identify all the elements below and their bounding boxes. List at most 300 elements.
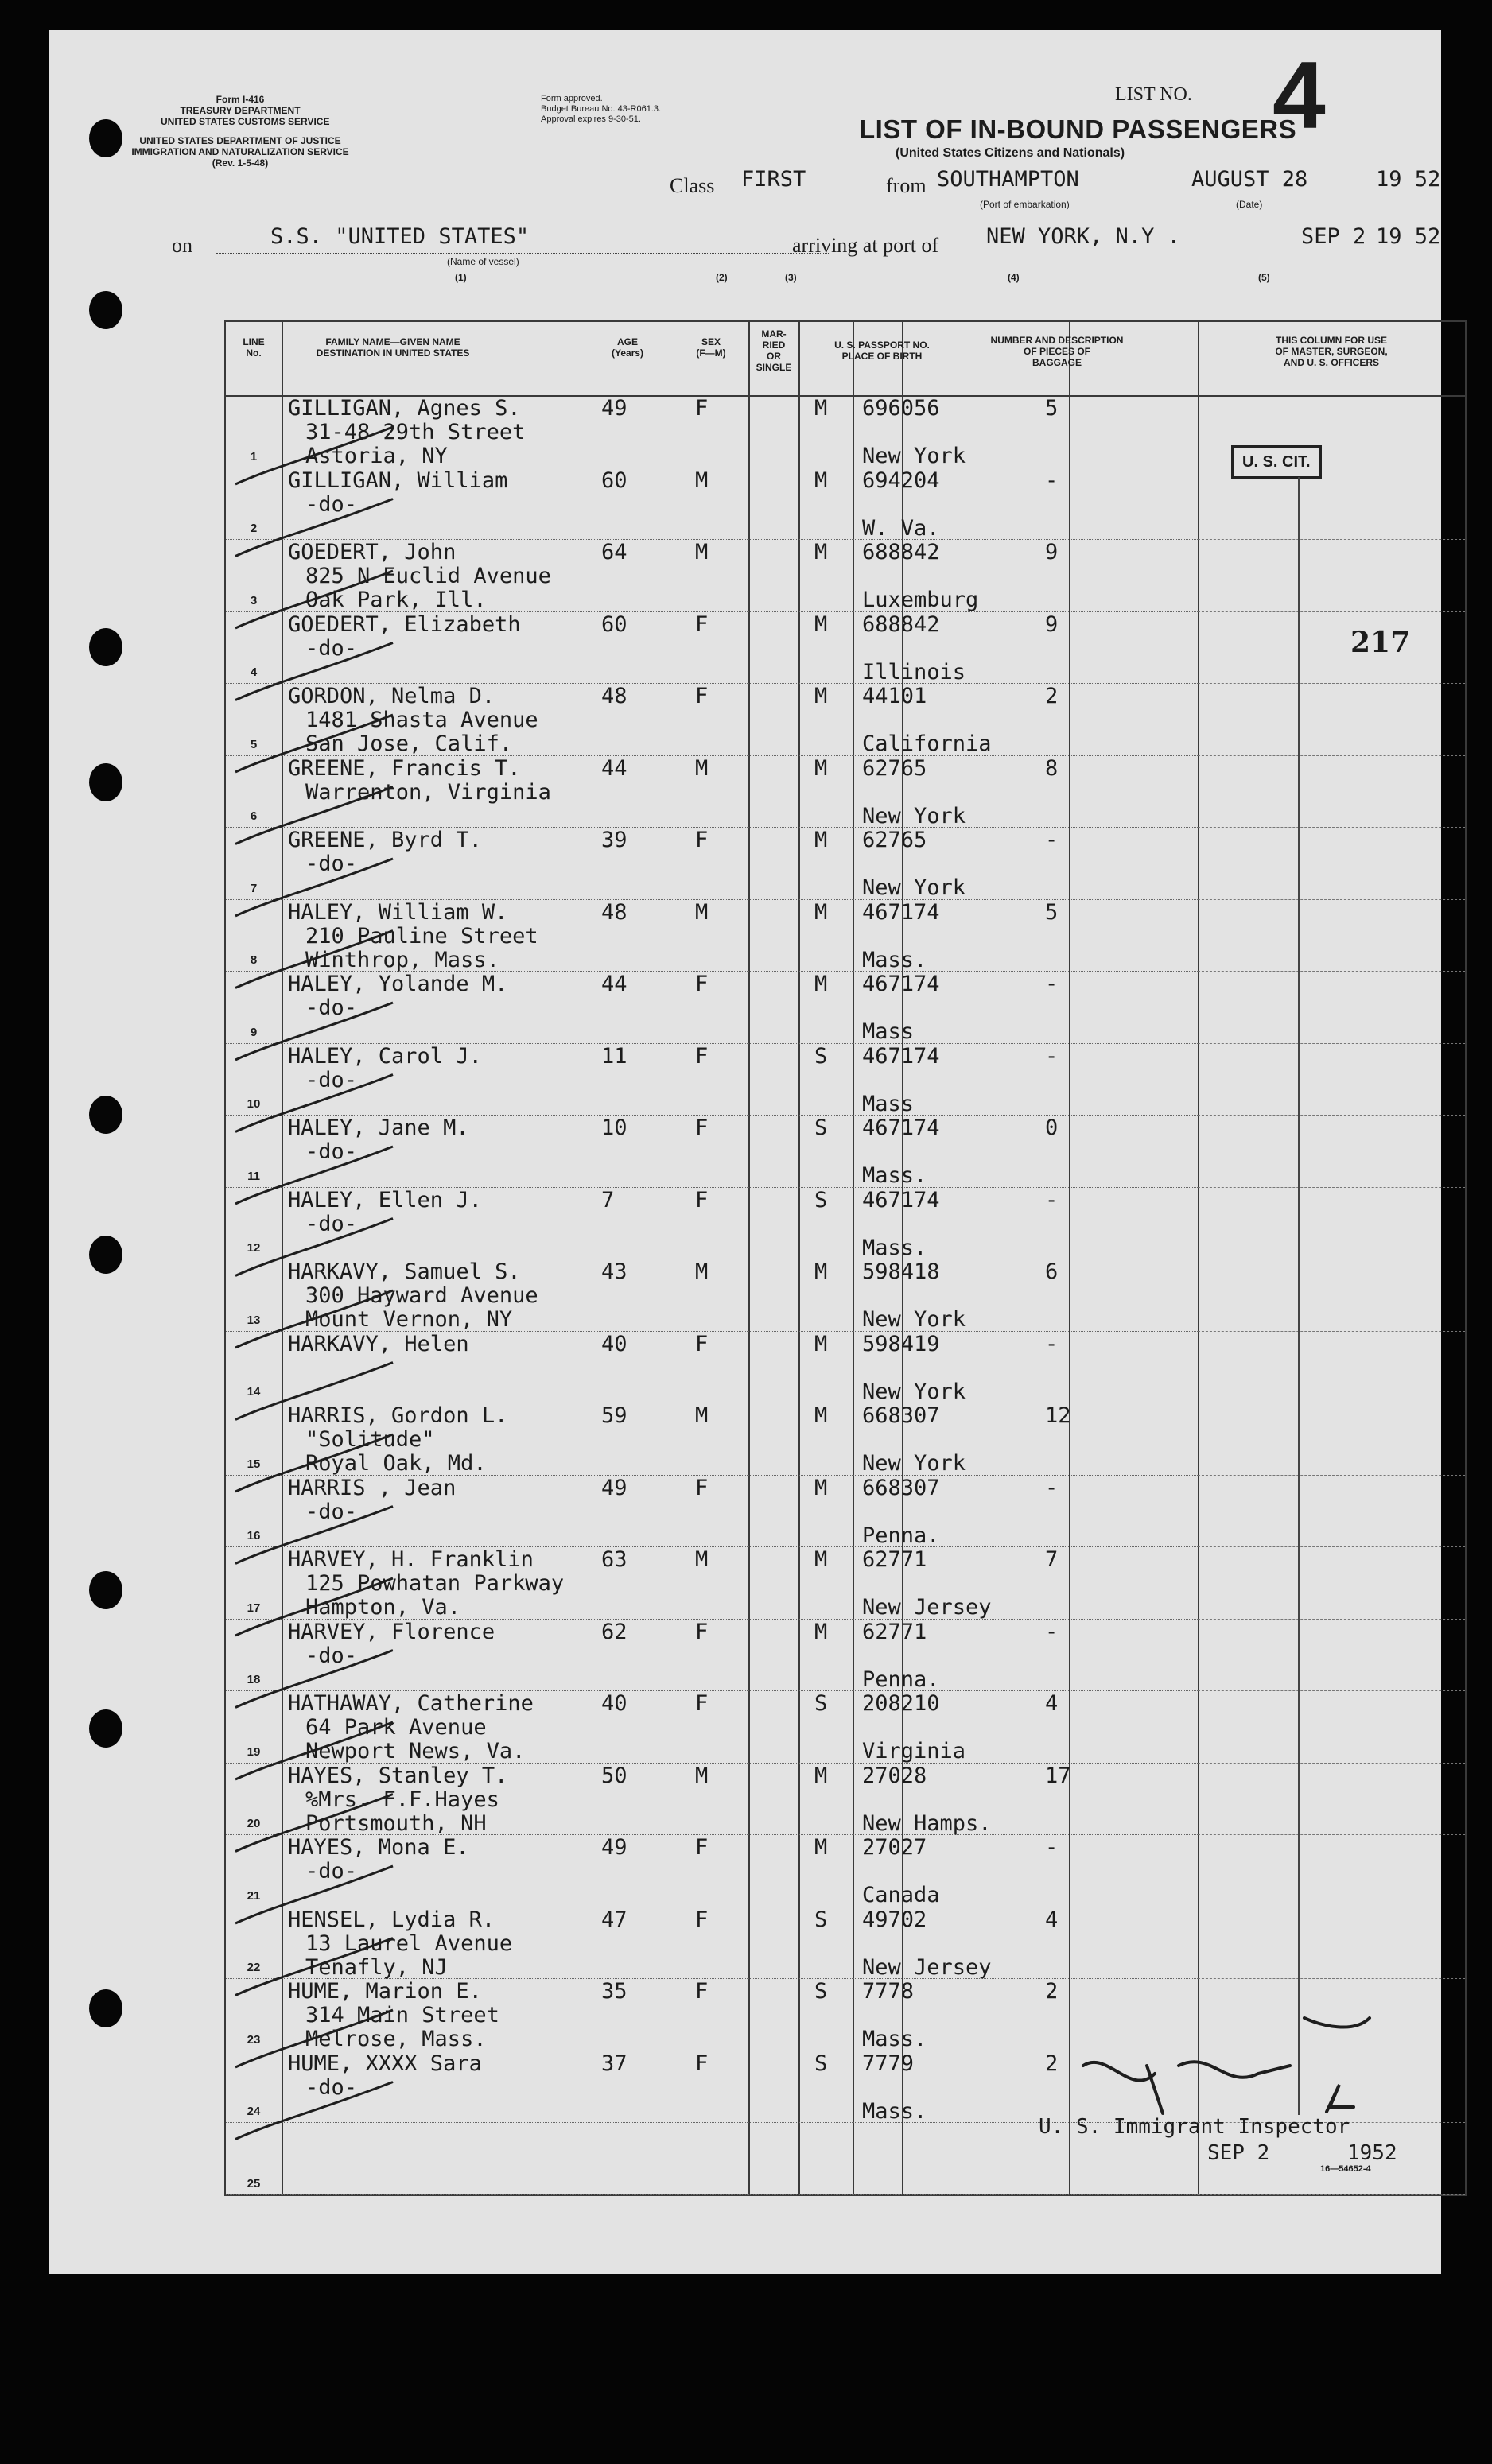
birthplace: New Jersey <box>862 1954 992 1980</box>
passenger-name: HENSEL, Lydia R. <box>288 1907 495 1932</box>
birthplace: California <box>862 731 992 756</box>
passenger-age: 59 <box>601 1403 627 1428</box>
passenger-age: 10 <box>601 1116 627 1140</box>
col-head-line: LINE No. <box>243 336 265 359</box>
line-number: 18 <box>247 1673 261 1686</box>
arrival-year: 19 52 <box>1376 224 1441 249</box>
passenger-address: %Mrs. F.F.Hayes <box>305 1787 499 1812</box>
baggage-count: 4 <box>1045 1907 1059 1932</box>
birthplace: Mass. <box>862 1163 927 1188</box>
baggage-count: - <box>1045 1331 1059 1356</box>
officer-col-divider <box>1198 1043 1465 1044</box>
col-head-baggage: NUMBER AND DESCRIPTION OF PIECES OF BAGGAGE <box>990 335 1124 368</box>
passenger-marital: M <box>814 611 828 637</box>
passenger-age: 50 <box>601 1763 627 1788</box>
line-number: 13 <box>247 1313 261 1327</box>
birthplace: New York <box>862 803 966 828</box>
passport-number: 668307 <box>862 1475 940 1500</box>
passenger-address: -do- <box>305 852 358 876</box>
passenger-name: GREENE, Byrd T. <box>288 828 482 852</box>
punch-hole <box>89 1571 122 1609</box>
passenger-sex: F <box>695 1835 709 1860</box>
birthplace: Luxemburg <box>862 588 979 612</box>
passenger-sex: M <box>695 540 709 565</box>
passenger-age: 7 <box>601 1187 615 1213</box>
list-no-value: 4 <box>1272 42 1326 149</box>
line-number: 19 <box>247 1744 261 1759</box>
passenger-name: GREENE, Francis T. <box>288 755 521 781</box>
passenger-marital: S <box>814 1691 828 1716</box>
baggage-count: 2 <box>1045 2051 1059 2076</box>
passenger-marital: M <box>814 899 828 925</box>
passenger-sex: F <box>695 1043 709 1069</box>
treasury-dept: TREASURY DEPARTMENT <box>180 105 301 116</box>
passenger-address: Mount Vernon, NY <box>305 1307 513 1332</box>
ins-service: IMMIGRATION AND NATURALIZATION SERVICE <box>131 146 349 157</box>
vessel-name: S.S. "UNITED STATES" <box>270 224 530 249</box>
passenger-marital: M <box>814 1475 828 1500</box>
col-number-1: (1) <box>455 272 467 283</box>
passenger-age: 49 <box>601 1475 627 1500</box>
port-caption: (Port of embarkation) <box>980 199 1070 210</box>
passenger-address: San Jose, Calif. <box>305 731 513 756</box>
passenger-address: Winthrop, Mass. <box>305 947 499 972</box>
passenger-name: HARVEY, H. Franklin <box>288 1547 534 1572</box>
officer-col-divider <box>1198 1115 1465 1116</box>
line-number: 3 <box>250 593 258 607</box>
inspector-year: 1952 <box>1347 2141 1397 2165</box>
passenger-age: 63 <box>601 1547 627 1572</box>
passenger-age: 60 <box>601 468 627 493</box>
birthplace: New York <box>862 1379 966 1404</box>
birthplace: W. Va. <box>862 515 940 541</box>
baggage-count: 17 <box>1045 1763 1071 1788</box>
col-head-sex: SEX (F—M) <box>696 336 726 359</box>
passport-number: 62765 <box>862 828 927 852</box>
justice-dept: UNITED STATES DEPARTMENT OF JUSTICE <box>139 135 341 146</box>
passport-number: 7778 <box>862 1979 915 2004</box>
passenger-age: 49 <box>601 396 627 421</box>
passenger-sex: M <box>695 899 709 925</box>
officer-col-divider <box>1198 827 1465 828</box>
passenger-age: 40 <box>601 1691 627 1716</box>
passenger-marital: M <box>814 972 828 996</box>
passenger-marital: S <box>814 2051 828 2076</box>
passenger-address: 64 Park Avenue <box>305 1715 487 1740</box>
baggage-count: 9 <box>1045 611 1059 637</box>
passenger-sex: F <box>695 684 709 708</box>
passenger-age: 35 <box>601 1979 627 2004</box>
passenger-age: 43 <box>601 1259 627 1284</box>
passport-number: 27028 <box>862 1763 927 1788</box>
line-number: 1 <box>250 449 258 464</box>
passenger-table <box>224 320 1467 2196</box>
birthplace: Penna. <box>862 1667 940 1692</box>
line-number: 14 <box>247 1385 261 1399</box>
row-divider <box>226 2194 1198 2195</box>
baggage-count: - <box>1045 1835 1059 1860</box>
customs-service: UNITED STATES CUSTOMS SERVICE <box>161 116 330 127</box>
passenger-marital: S <box>814 1187 828 1213</box>
passenger-name: HARKAVY, Samuel S. <box>288 1259 521 1284</box>
passenger-marital: M <box>814 828 828 852</box>
birthplace: Mass. <box>862 947 927 972</box>
col-number-5: (5) <box>1258 272 1270 283</box>
punch-hole <box>89 1989 122 2027</box>
passenger-sex: F <box>695 1691 709 1716</box>
col-number-2: (2) <box>716 272 728 283</box>
officer-col-divider <box>1198 1978 1465 1979</box>
birthplace: Mass <box>862 1019 915 1044</box>
line-number: 20 <box>247 1817 261 1830</box>
birthplace: New York <box>862 1307 966 1332</box>
class-value: FIRST <box>741 167 916 192</box>
form-number: Form I-416 <box>216 94 265 105</box>
passenger-name: HALEY, Carol J. <box>288 1043 482 1069</box>
passenger-address: -do- <box>305 1643 358 1668</box>
passenger-sex: M <box>695 468 709 493</box>
class-label: Class <box>670 174 715 197</box>
passenger-address: -do- <box>305 2074 358 2100</box>
birthplace: Virginia <box>862 1739 966 1764</box>
passenger-age: 40 <box>601 1331 627 1356</box>
passenger-marital: S <box>814 1043 828 1069</box>
passenger-marital: M <box>814 396 828 421</box>
line-number: 10 <box>247 1097 261 1111</box>
baggage-count: - <box>1045 468 1059 493</box>
departure-year: 19 52 <box>1376 167 1441 192</box>
birthplace: Mass <box>862 1091 915 1116</box>
passenger-address: Hampton, Va. <box>305 1595 461 1620</box>
vessel-underline <box>216 253 829 254</box>
passenger-address: 314 Main Street <box>305 2003 499 2027</box>
footer-code: 16—54652-4 <box>1320 2164 1371 2174</box>
passenger-address: Royal Oak, Md. <box>305 1451 487 1476</box>
passenger-age: 62 <box>601 1619 627 1644</box>
passenger-sex: F <box>695 1116 709 1140</box>
passenger-address: 13 Laurel Avenue <box>305 1930 513 1956</box>
passenger-age: 60 <box>601 611 627 637</box>
passport-number: 467174 <box>862 1116 940 1140</box>
col-head-name: FAMILY NAME—GIVEN NAME DESTINATION IN UNITED STATES <box>316 336 470 359</box>
baggage-count: - <box>1045 828 1059 852</box>
passenger-sex: F <box>695 396 709 421</box>
passenger-name: GILLIGAN, William <box>288 468 508 493</box>
passenger-marital: M <box>814 1763 828 1788</box>
officer-col-divider <box>1198 539 1465 540</box>
passport-number: 44101 <box>862 684 927 708</box>
officer-col-divider <box>1198 1475 1465 1476</box>
passenger-age: 64 <box>601 540 627 565</box>
manifest-sheet <box>49 30 1441 2274</box>
passenger-sex: F <box>695 1475 709 1500</box>
baggage-count: 12 <box>1045 1403 1071 1428</box>
stamp-line <box>1298 477 1300 2115</box>
passport-number: 467174 <box>862 972 940 996</box>
col-number-4: (4) <box>1008 272 1020 283</box>
punch-hole <box>89 763 122 801</box>
line-number: 9 <box>250 1025 258 1039</box>
passport-number: 62771 <box>862 1547 927 1572</box>
line-number: 25 <box>247 2176 261 2190</box>
line-number: 17 <box>247 1601 261 1615</box>
approval-line-2: Budget Bureau No. 43-R061.3. <box>541 104 662 114</box>
line-number: 6 <box>250 809 258 823</box>
passenger-address: 210 Pauline Street <box>305 923 538 949</box>
passenger-sex: M <box>695 1763 709 1788</box>
col-head-passport: U. S. PASSPORT NO. PLACE OF BIRTH <box>834 340 930 362</box>
passenger-name: GORDON, Nelma D. <box>288 684 495 708</box>
passenger-sex: F <box>695 972 709 996</box>
approval-line-3: Approval expires 9-30-51. <box>541 114 641 124</box>
birthplace: Canada <box>862 1883 940 1907</box>
passenger-address: -do- <box>305 491 358 517</box>
passenger-address: Portsmouth, NH <box>305 1810 487 1836</box>
birthplace: New York <box>862 1451 966 1476</box>
inspector-date: SEP 2 <box>1207 2141 1270 2165</box>
passenger-age: 44 <box>601 755 627 781</box>
passenger-sex: F <box>695 1187 709 1213</box>
passport-number: 467174 <box>862 1187 940 1213</box>
birthplace: Illinois <box>862 659 966 685</box>
passenger-address: Melrose, Mass. <box>305 2027 487 2051</box>
approval-block <box>541 94 661 125</box>
passenger-name: HALEY, Ellen J. <box>288 1187 482 1213</box>
passenger-address: "Solitude" <box>305 1427 435 1452</box>
officer-col-divider <box>1198 1331 1465 1332</box>
passenger-address: -do- <box>305 1139 358 1164</box>
birthplace: New York <box>862 444 966 468</box>
passenger-address: 1481 Shasta Avenue <box>305 708 538 732</box>
col-number-3: (3) <box>785 272 797 283</box>
passport-number: 598419 <box>862 1331 940 1356</box>
passport-number: 467174 <box>862 1043 940 1069</box>
officer-col-divider <box>1198 1187 1465 1188</box>
baggage-count: 2 <box>1045 1979 1059 2004</box>
baggage-count: - <box>1045 1187 1059 1213</box>
passport-number: 696056 <box>862 396 940 421</box>
line-number: 7 <box>250 881 258 895</box>
officer-col-divider <box>1198 611 1465 612</box>
passenger-marital: M <box>814 540 828 565</box>
arrival-date: SEP 2 <box>1301 224 1366 249</box>
passenger-address: -do- <box>305 1211 358 1236</box>
passenger-marital: S <box>814 1979 828 2004</box>
birthplace: New Hamps. <box>862 1810 992 1836</box>
list-no-label: LIST NO. <box>1115 84 1192 105</box>
revision-date: (Rev. 1-5-48) <box>212 157 269 169</box>
baggage-count: 5 <box>1045 899 1059 925</box>
passenger-name: HUME, Marion E. <box>288 1979 482 2004</box>
list-title: LIST OF IN-BOUND PASSENGERS <box>859 114 1297 144</box>
passenger-sex: F <box>695 2051 709 2076</box>
passenger-name: HARRIS, Gordon L. <box>288 1403 508 1428</box>
passenger-name: HAYES, Stanley T. <box>288 1763 508 1788</box>
baggage-count: - <box>1045 972 1059 996</box>
passenger-name: HUME, XXXX Sara <box>288 2051 482 2076</box>
baggage-count: - <box>1045 1475 1059 1500</box>
passenger-marital: M <box>814 1547 828 1572</box>
inspector-title: U. S. Immigrant Inspector <box>1039 2115 1350 2139</box>
passenger-name: GOEDERT, John <box>288 540 457 565</box>
passenger-age: 44 <box>601 972 627 996</box>
passport-number: 688842 <box>862 540 940 565</box>
officer-col-divider <box>1198 1690 1465 1691</box>
passenger-marital: M <box>814 684 828 708</box>
baggage-count: 2 <box>1045 684 1059 708</box>
passenger-address: 300 Hayward Avenue <box>305 1283 538 1308</box>
line-number: 23 <box>247 2032 261 2047</box>
passenger-address: Tenafly, NJ <box>305 1954 448 1980</box>
officer-col-divider <box>1198 1619 1465 1620</box>
annotation-number: 217 <box>1350 626 1411 659</box>
punch-hole <box>89 628 122 666</box>
passenger-address: Newport News, Va. <box>305 1739 526 1764</box>
passenger-address: -do- <box>305 1859 358 1884</box>
baggage-count: 7 <box>1045 1547 1059 1572</box>
col-head-married: MAR- RIED OR SINGLE <box>756 328 792 373</box>
officer-col-divider <box>1198 1546 1465 1547</box>
col-head-age: AGE (Years) <box>611 336 644 359</box>
passenger-marital: S <box>814 1907 828 1932</box>
passenger-address: -do- <box>305 995 358 1020</box>
line-number: 11 <box>247 1169 260 1183</box>
passenger-age: 49 <box>601 1835 627 1860</box>
passenger-sex: M <box>695 755 709 781</box>
passenger-marital: M <box>814 1619 828 1644</box>
from-value: SOUTHAMPTON <box>937 167 1168 192</box>
line-number: 12 <box>247 1241 261 1255</box>
baggage-count: 4 <box>1045 1691 1059 1716</box>
line-number: 16 <box>247 1529 261 1542</box>
punch-hole <box>89 1709 122 1748</box>
passport-number: 62771 <box>862 1619 927 1644</box>
line-number: 21 <box>247 1888 261 1903</box>
passenger-name: HARKAVY, Helen <box>288 1331 469 1356</box>
birthplace: Mass. <box>862 1235 927 1260</box>
line-number: 4 <box>250 665 258 679</box>
passenger-address: -do- <box>305 1067 358 1092</box>
passenger-sex: F <box>695 1619 709 1644</box>
passenger-age: 48 <box>601 684 627 708</box>
birthplace: Mass. <box>862 2098 927 2124</box>
justice-block <box>129 135 352 169</box>
baggage-count: 8 <box>1045 755 1059 781</box>
list-subtitle: (United States Citizens and Nationals) <box>896 146 1125 160</box>
passenger-name: HALEY, Jane M. <box>288 1116 469 1140</box>
passenger-address: Astoria, NY <box>305 444 448 468</box>
birthplace: Penna. <box>862 1523 940 1548</box>
date-caption: (Date) <box>1236 199 1263 210</box>
passenger-sex: M <box>695 1259 709 1284</box>
line-number: 22 <box>247 1961 261 1974</box>
passenger-name: HALEY, Yolande M. <box>288 972 508 996</box>
passport-number: 467174 <box>862 899 940 925</box>
passenger-marital: M <box>814 1331 828 1356</box>
passenger-name: HARRIS , Jean <box>288 1475 457 1500</box>
officer-col-divider <box>1198 755 1465 756</box>
passport-number: 27027 <box>862 1835 927 1860</box>
passenger-sex: F <box>695 611 709 637</box>
passenger-sex: F <box>695 1907 709 1932</box>
officer-col-divider <box>1198 683 1465 684</box>
passenger-name: HAYES, Mona E. <box>288 1835 469 1860</box>
form-agency-block <box>161 94 330 127</box>
punch-hole <box>89 1096 122 1134</box>
birthplace: Mass. <box>862 2027 927 2051</box>
passenger-address: -do- <box>305 635 358 661</box>
passenger-age: 37 <box>601 2051 627 2076</box>
baggage-count: 0 <box>1045 1116 1059 1140</box>
approval-line-1: Form approved. <box>541 94 603 103</box>
baggage-count: 6 <box>1045 1259 1059 1284</box>
from-label: from <box>886 174 927 197</box>
passport-number: 694204 <box>862 468 940 493</box>
passenger-marital: M <box>814 1259 828 1284</box>
passenger-marital: M <box>814 1403 828 1428</box>
passenger-sex: F <box>695 1331 709 1356</box>
departure-date: AUGUST 28 <box>1191 167 1308 192</box>
officer-col-divider <box>1198 971 1465 972</box>
officer-col-divider <box>1198 2194 1465 2195</box>
passenger-sex: M <box>695 1403 709 1428</box>
passport-number: 208210 <box>862 1691 940 1716</box>
passenger-age: 11 <box>601 1043 627 1069</box>
passenger-address: 31-48 29th Street <box>305 420 526 444</box>
line-number: 2 <box>250 522 258 535</box>
passenger-marital: S <box>814 1116 828 1140</box>
arrival-port: NEW YORK, N.Y . <box>986 224 1180 249</box>
baggage-count: 9 <box>1045 540 1059 565</box>
passenger-name: HALEY, William W. <box>288 899 508 925</box>
col-head-officers: THIS COLUMN FOR USE OF MASTER, SURGEON, AND U. S. OFFICERS <box>1275 335 1388 368</box>
passenger-marital: M <box>814 755 828 781</box>
baggage-count: - <box>1045 1619 1059 1644</box>
passport-number: 688842 <box>862 611 940 637</box>
passenger-address: 825 N Euclid Avenue <box>305 564 551 588</box>
officer-col-divider <box>1198 899 1465 900</box>
passenger-marital: M <box>814 1835 828 1860</box>
passport-number: 598418 <box>862 1259 940 1284</box>
passenger-address: 125 Powhatan Parkway <box>305 1571 565 1596</box>
officer-col-divider <box>1198 1834 1465 1835</box>
on-label: on <box>172 234 192 257</box>
passenger-sex: F <box>695 828 709 852</box>
passenger-address: Oak Park, Ill. <box>305 588 487 612</box>
birthplace: New York <box>862 875 966 900</box>
officer-col-divider <box>1198 1763 1465 1764</box>
passenger-age: 48 <box>601 899 627 925</box>
passport-number: 62765 <box>862 755 927 781</box>
passport-number: 668307 <box>862 1403 940 1428</box>
passenger-sex: M <box>695 1547 709 1572</box>
line-number: 8 <box>250 953 258 967</box>
passenger-address: -do- <box>305 1499 358 1524</box>
vessel-caption: (Name of vessel) <box>447 256 519 267</box>
punch-hole <box>89 119 122 157</box>
arriving-label: arriving at port of <box>792 234 939 257</box>
passenger-address: Warrenton, Virginia <box>305 779 551 805</box>
baggage-count: - <box>1045 1043 1059 1069</box>
line-number: 15 <box>247 1457 261 1471</box>
passenger-name: GILLIGAN, Agnes S. <box>288 396 521 421</box>
punch-hole <box>89 1236 122 1274</box>
passport-number: 49702 <box>862 1907 927 1932</box>
punch-hole <box>89 291 122 329</box>
passenger-age: 39 <box>601 828 627 852</box>
baggage-count: 5 <box>1045 396 1059 421</box>
line-number: 24 <box>247 2105 261 2118</box>
